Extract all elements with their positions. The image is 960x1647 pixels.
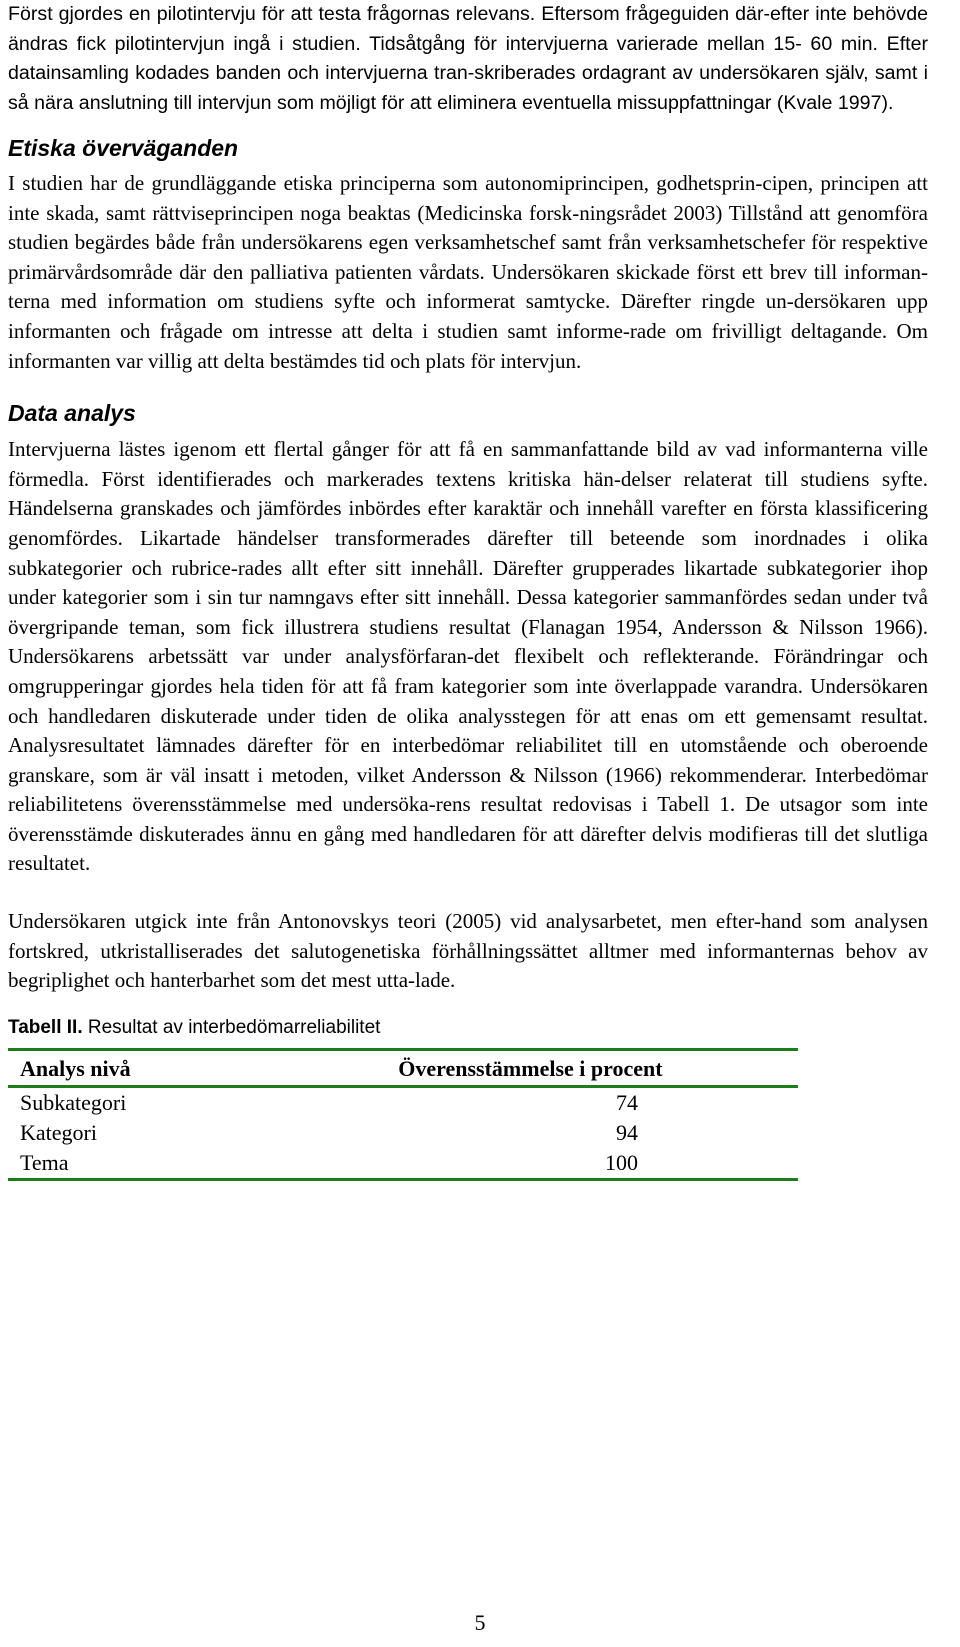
table-cell-percent: 74 — [616, 1089, 638, 1115]
heading-data-analysis: Data analys — [8, 400, 136, 427]
intro-paragraph: Först gjordes en pilotintervju för att testa frågornas relevans. Eftersom frågeguiden där-efter inte behövde ändras fick pilotintervjun ingå i studien. Tidsåtgång för intervjuerna varierade mellan 15- 60 min. Efter datainsamling kodades banden och intervjuerna tran-skriberades ordagrant av undersökaren själv, samt i så nära anslutning till intervjun som möjligt för att eliminera eventuella missuppfattningar (Kvale 1997). — [8, 3, 928, 114]
table-cell-level: Tema — [20, 1149, 69, 1175]
heading-ethical-considerations: Etiska överväganden — [8, 135, 239, 161]
table-cell-level: Subkategori — [20, 1089, 127, 1115]
table-row — [8, 1086, 798, 1118]
table-header-row — [8, 1049, 798, 1086]
interrater-reliability-table — [8, 1048, 798, 1181]
table-cell-percent: 94 — [616, 1119, 638, 1145]
ethical-considerations-paragraph: I studien har de grundläggande etiska principerna som autonomiprincipen, godhetsprin-cipen, principen att inte skada, samt rättviseprincipen noga beaktas (Medicinska forsk-ningsrådet 2003) Tillstånd att genomföra studien begärdes både från undersökarens egen verksamhetschef samt från verksamhetschefer för respektive primärvårdsområde där den palliativa patienten vårdats. Undersökaren skickade först ett brev till informan-terna med information om studiens syfte och informerat samtycke. Därefter ringde un-dersökaren upp informanten och frågade om intresse att delta i studien samt informe-rade om frivilligt deltagande. Om informanten var villig att delta bestämdes tid och plats för intervjun. — [8, 171, 928, 373]
table-caption — [8, 1014, 928, 1042]
antonovsky-paragraph: Undersökaren utgick inte från Antonovskys teori (2005) vid analysarbetet, men efter-hand som analysen fortskred, utkristalliserades det salutogenetiska förhållningssättet alltmer med informanternas behov av begriplighet och hanterbarhet som det mest utta-lade. — [8, 909, 928, 993]
table-cell-level: Kategori — [20, 1119, 97, 1145]
table-header-agreement-percent: Överensstämmelse i procent — [398, 1055, 663, 1081]
table-caption-label: Tabell II. — [8, 1016, 83, 1038]
table-row — [8, 1148, 798, 1180]
page-number: 5 — [474, 1610, 486, 1635]
table-cell-percent: 100 — [605, 1149, 638, 1175]
table-header-analysis-level: Analys nivå — [20, 1055, 131, 1081]
table-caption-text: Resultat av interbedömarreliabilitet — [82, 1016, 381, 1038]
document-page — [8, 0, 928, 1181]
data-analysis-paragraph: Intervjuerna lästes igenom ett flertal gånger för att få en sammanfattande bild av vad informanterna ville förmedla. Först identifierades och markerades textens kritiska hän-delser relaterat till studiens syfte. Händelserna granskades och jämfördes inbördes efter karaktär och innehåll varefter en första klassificering genomfördes. Likartade händelser transformerades därefter till beteende som inordnades i olika subkategorier och rubrice-rades allt efter sitt innehåll. Därefter grupperades likartade subkategorier ihop under kategorier som i sin tur namngavs efter sitt innehåll. Dessa kategorier sammanfördes sedan under två övergripande teman, som fick illustrera studiens resultat (Flanagan 1954, Andersson & Nilsson 1966). Undersökarens arbetssätt var under analysförfaran-det flexibelt och reflekterande. Förändringar och omgrupperingar gjordes hela tiden för att få fram kategorier som inte överlappade varandra. Undersökaren och handledaren diskuterade under tiden de olika analysstegen för att enas om ett gemensamt resultat. Analysresultatet lämnades därefter för en interbedömar reliabilitet till en utomstående och oberoende granskare, som är väl insatt i metoden, vilket Andersson & Nilsson (1966) rekommenderar. Interbedömar reliabilitetens överensstämmelse med undersöka-rens resultat redovisas i Tabell 1. De utsagor som inte överensstämde diskuterades ännu en gång med handledaren för att därefter delvis modifieras till det slutliga resultatet. — [8, 437, 928, 876]
table-row — [8, 1118, 798, 1148]
